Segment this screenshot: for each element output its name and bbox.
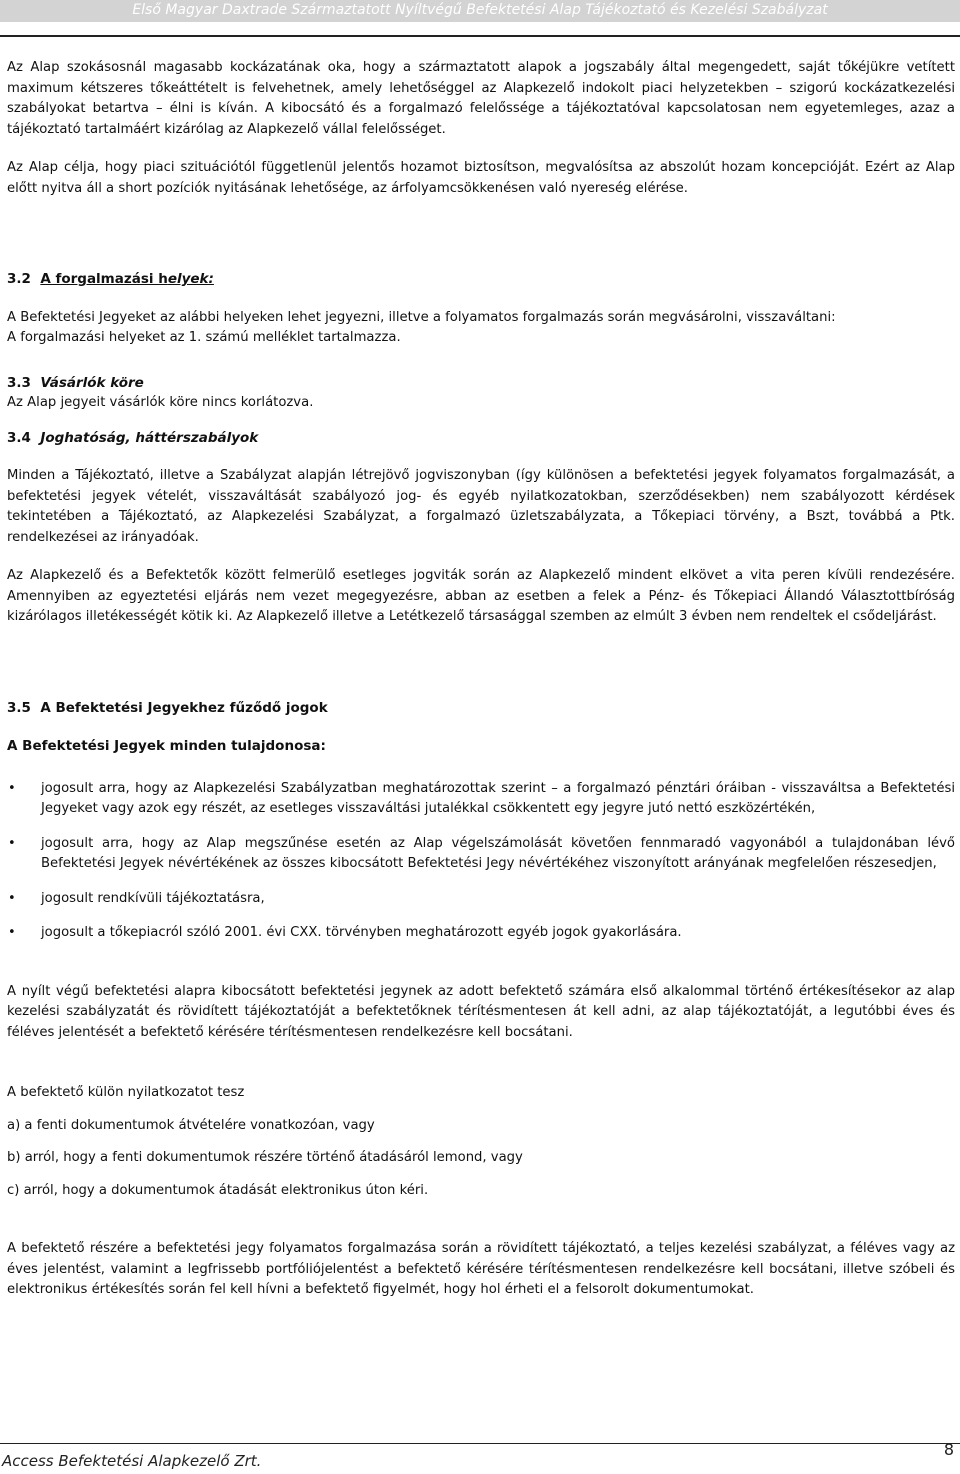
section-title: A forgalmazási helyek: xyxy=(40,271,214,287)
declaration-option-a: a) a fenti dokumentumok átvételére vonatkozóan, vagy xyxy=(7,1117,375,1133)
list-item-text: jogosult a tőkepiacról szóló 2001. évi CXX. törvényben meghatározott egyéb jogok gyakorlására. xyxy=(41,925,682,940)
list-item-text: jogosult arra, hogy az Alap megszűnése esetén az Alap végelszámolását követően fennmaradó vagyonából a tulajdonában lévő Befektetési Jegyek névértékének az összes kibocsátott Befektetési Jegy névértékéhez viszonyított arányának megfelelően részesedjen, xyxy=(41,835,955,871)
declaration-option-b: b) arról, hogy a fenti dokumentumok részére történő átadásáról lemond, vagy xyxy=(7,1150,523,1165)
list-item xyxy=(7,923,955,944)
paragraph-risk: Az Alap szokásosnál magasabb kockázatának oka, hogy a származtatott alapok a jogszabály által megengedett, saját tőkéjükre vetített maximum kétszeres tőkeáttételt is felvehetnek, amely lehetőséggel az Alapkezelő indokolt piaci helyzetekben – szigorú kockázatkezelési szabályokat betartva – élni is kíván. A kibocsátó és a forgalmazó felelőssége a tájékoztatóval kapcsolatosan nem egyetemleges, azaz a tájékoztató tartalmáért kizárólag az Alapkezelő vállal felelősséget. xyxy=(7,60,955,137)
paragraph-distribution-annex: A forgalmazási helyeket az 1. számú melléklet tartalmazza. xyxy=(7,330,401,345)
list-item xyxy=(7,889,955,910)
paragraph-declaration-intro: A befektető külön nyilatkozatot tesz xyxy=(7,1085,245,1100)
section-number: 3.5 xyxy=(7,699,31,716)
rights-list xyxy=(7,779,955,944)
document-body xyxy=(7,58,955,1301)
paragraph-distribution-places: A Befektetési Jegyeket az alábbi helyeken lehet jegyezni, illetve a folyamatos forgalmazás során megvásárolni, visszaváltani: xyxy=(7,309,836,325)
list-item xyxy=(7,834,955,875)
section-number: 3.3 xyxy=(7,374,31,391)
list-item-text: jogosult rendkívüli tájékoztatásra, xyxy=(41,890,265,906)
paragraph-document-delivery: A nyílt végű befektetési alapra kibocsátott befektetési jegynek az adott befektető számára első alkalommal történő értékesítésekor az alap kezelési szabályzatát és rövidített tájékoztatóját a befektetőknek térítésmentesen át kell adni, az alap tájékoztatóját, a legutóbbi éves és féléves jelentését a befektető kérésére térítésmentesen rendelkezésre kell bocsátani. xyxy=(7,983,955,1040)
paragraph-jurisdiction: Minden a Tájékoztató, illetve a Szabályzat alapján létrejövő jogviszonyban (így különösen a befektetési jegyek folyamatos forgalmazását, a befektetési jegyek vételét, visszaváltását szabályozó jog- és egyéb nyilatkozatokban, szerződésekben) nem szabályozott kérdések tekintetében a Tájékoztató, az Alapkezelési Szabályzat, a forgalmazó üzletszabályzata, a Tőkepiaci törvény, a Bszt, továbbá a Ptk. rendelkezései az irányadóak. xyxy=(7,468,955,545)
section-title: Joghatóság, háttérszabályok xyxy=(40,429,259,446)
section-heading-3-4 xyxy=(7,428,955,449)
section-title: Vásárlók köre xyxy=(40,374,144,391)
section-number: 3.4 xyxy=(7,429,31,446)
section-heading-3-3 xyxy=(7,373,955,394)
subsection-heading-owners: A Befektetési Jegyek minden tulajdonosa: xyxy=(7,738,326,754)
list-item xyxy=(7,779,955,820)
section-heading-3-2 xyxy=(7,269,955,290)
section-title: A Befektetési Jegyekhez fűződő jogok xyxy=(40,699,328,716)
bullet-icon: • xyxy=(8,835,16,851)
footer-divider xyxy=(0,1443,960,1444)
list-item-text: jogosult arra, hogy az Alapkezelési Szabályzatban meghatározottak szerint – a forgalmazó pénztári óráiban - visszaváltsa a Befektetési Jegyeket vagy azok egy részét, az esetleges visszaváltási jutalékkal csökkentett egy jegyre jutó nettó eszközértékén, xyxy=(41,780,955,816)
section-heading-3-5 xyxy=(7,698,955,719)
section-number: 3.2 xyxy=(7,271,31,287)
paragraph-buyers: Az Alap jegyeit vásárlók köre nincs korlátozva. xyxy=(7,395,314,410)
header-title: Első Magyar Daxtrade Származtatott Nyíltvégű Befektetési Alap Tájékoztató és Kezelési Szabályzat xyxy=(132,2,828,18)
page-number: 8 xyxy=(943,1440,954,1459)
paragraph-disputes: Az Alapkezelő és a Befektetők között felmerülő esetleges jogviták során az Alapkezelő mindent elkövet a vita peren kívüli rendezésére. Amennyiben az egyeztetési eljárás nem vezet megegyezésre, abban az esetben a felek a Pénz- és Tőkepiaci Állandó Választottbíróság kizárólagos illetékességét kötik ki. Az Alapkezelő illetve a Letétkezelő társasággal szemben az elmúlt 3 évben nem rendeltek el csődeljárást. xyxy=(7,568,955,624)
running-header xyxy=(0,0,960,22)
bullet-icon: • xyxy=(8,890,16,906)
paragraph-ongoing-distribution: A befektető részére a befektetési jegy folyamatos forgalmazása során a rövidített tájékoztató, a teljes kezelési szabályzat, a féléves vagy az éves jelentést, valamint a legfrissebb portfóliójelentést a befektető kérésére térítésmentesen rendelkezésre kell bocsátani, illetve szóbeli és elektronikus értékesítés során fel kell hívni a befektető figyelmét, hogy hol érheti el a felsorolt dokumentumokat. xyxy=(7,1241,955,1297)
paragraph-goal: Az Alap célja, hogy piaci szituációtól függetlenül jelentős hozamot biztosítson, megvalósítsa az abszolút hozam koncepcióját. Ezért az Alap előtt nyitva áll a short pozíciók nyitásának lehetősége, az árfolyamcsökkenésen való nyereség elérése. xyxy=(7,160,955,196)
bullet-icon: • xyxy=(8,925,16,940)
declaration-option-c: c) arról, hogy a dokumentumok átadását elektronikus úton kéri. xyxy=(7,1182,429,1198)
header-divider xyxy=(0,35,960,37)
bullet-icon: • xyxy=(8,780,16,796)
footer-company: Access Befektetési Alapkezelő Zrt. xyxy=(2,1452,262,1470)
